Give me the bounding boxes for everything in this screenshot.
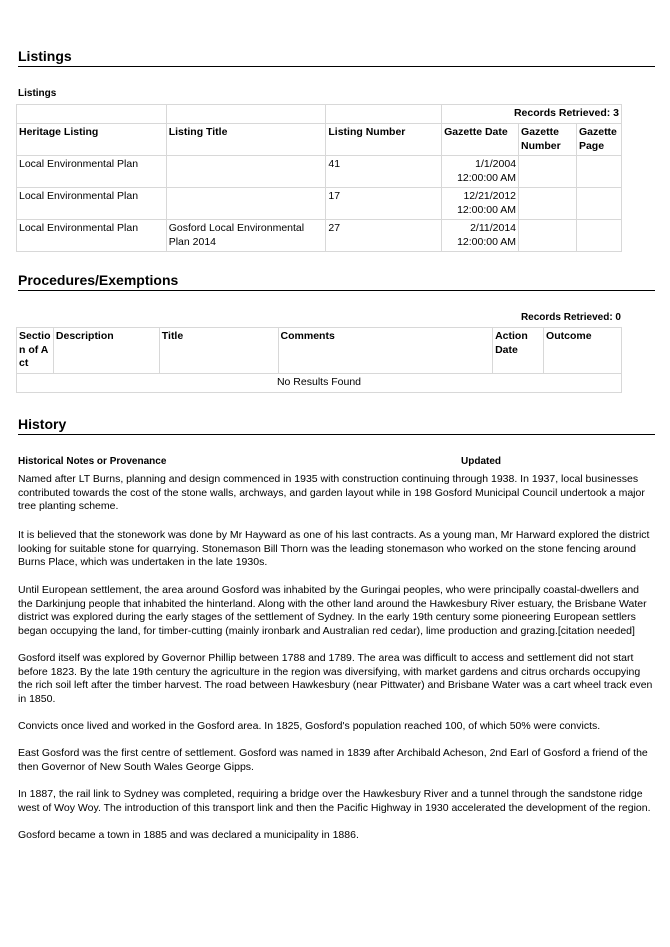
cell-listing: Local Environmental Plan [17,220,167,252]
column-header: Description [53,328,159,374]
cell-title [166,156,326,188]
cell-listing: Local Environmental Plan [17,156,167,188]
cell-gazette-number [519,156,577,188]
column-header: Listing Number [326,124,442,156]
history-paragraph: Gosford itself was explored by Governor Phillip between 1788 and 1789. The area was difficult to access and settlement did not start before 1823. By the late 19th century the agriculture in the region was diversifying, with market gardens and citrus orchards occupying the rich soil left after the timber harvest. The road between Hawkesbury (near Pittwater) and Brisbane Water was a cart wheel track even in 1850. [18,652,653,706]
column-header: Gazette Number [519,124,577,156]
history-paragraph: Named after LT Burns, planning and design commenced in 1935 with construction continuing through 1938. In 1937, local businesses contributed towards the cost of the stone walls, archways, and garden layout while in 198 Gosford Municipal Council undertook a major tree planting scheme. [18,473,645,513]
listings-subheading: Listings [18,88,57,99]
cell-date-day: 12/21/2012 [463,190,517,202]
history-paragraph: Convicts once lived and worked in the Gosford area. In 1825, Gosford's population reached 100, of which 50% were convicts. [18,720,601,732]
table-row [17,374,622,393]
column-header: Comments [278,328,493,374]
cell-gazette-page [576,188,621,220]
cell-date-time: 12:00:00 AM [457,171,517,184]
cell-gazette-page [576,156,621,188]
column-header: Gazette Page [576,124,621,156]
procedures-table [16,327,622,393]
no-results-message: No Results Found [17,374,622,393]
cell-gazette-number [519,220,577,252]
column-header: Outcome [544,328,622,374]
history-paragraph: Gosford became a town in 1885 and was declared a municipality in 1886. [18,829,359,841]
history-paragraph: It is believed that the stonework was done by Mr Hayward as one of his last contracts. As a young man, Mr Harward explored the district looking for suitable stone for quarrying. Stonemason Bill Thorn was the leading stonemason who worked on the stone fencing around Burns Place, which was undertaken in the late 1930s. [18,529,650,569]
cell-listing: Local Environmental Plan [17,188,167,220]
cell-number: 41 [326,156,442,188]
column-header: Section of Act [17,328,54,374]
records-retrieved: Records Retrieved: 3 [442,105,622,124]
cell-date-day: 1/1/2004 [475,158,517,170]
procedures-heading: Procedures/Exemptions [18,272,655,291]
column-header: Title [159,328,278,374]
cell-date-day: 2/11/2014 [470,222,517,234]
column-header: Gazette Date [442,124,519,156]
cell-title: Gosford Local Environmental Plan 2014 [166,220,326,252]
table-header-row [17,328,622,374]
cell-number: 27 [326,220,442,252]
cell-gazette-page [576,220,621,252]
column-header: Action Date [493,328,544,374]
cell-gazette-number [519,188,577,220]
cell-title [166,188,326,220]
history-heading: History [18,416,655,435]
cell-number: 17 [326,188,442,220]
table-row [17,188,622,220]
table-row [17,105,622,124]
listings-heading: Listings [18,48,655,67]
history-paragraph: East Gosford was the first centre of settlement. Gosford was named in 1839 after Archibald Acheson, 2nd Earl of Gosford a friend of the then Governor of New South Wales George Gipps. [18,747,648,773]
historical-notes-label: Historical Notes or Provenance [18,456,167,467]
cell-date-time: 12:00:00 AM [457,203,517,216]
cell-date [442,156,519,188]
updated-label: Updated [461,456,501,467]
listings-table [16,104,622,252]
table-row [17,220,622,252]
cell-date-time: 12:00:00 AM [457,235,517,248]
table-header-row [17,124,622,156]
history-paragraph: In 1887, the rail link to Sydney was completed, requiring a bridge over the Hawkesbury River and a tunnel through the sandstone ridge west of Woy Woy. The introduction of this transport link and then the Pacific Highway in 1930 accelerated the development of the region. [18,788,651,814]
column-header: Listing Title [166,124,326,156]
procedures-records-retrieved: Records Retrieved: 0 [520,312,621,323]
column-header: Heritage Listing [17,124,167,156]
history-paragraph: Until European settlement, the area around Gosford was inhabited by the Guringai peoples, who were principally coastal-dwellers and the Darkinjung people that inhabited the hinterland. Along with the other land around the Hawkesbury River estuary, the Brisbane Water district was explored during the early stages of the settlement of Sydney. In the early 19th century some pioneering European settlers began occupying the land, for timber-cutting (mainly ironbark and Australian red cedar), lime production and grazing.[citation needed] [18,584,647,638]
cell-date [442,220,519,252]
cell-date [442,188,519,220]
table-row [17,156,622,188]
